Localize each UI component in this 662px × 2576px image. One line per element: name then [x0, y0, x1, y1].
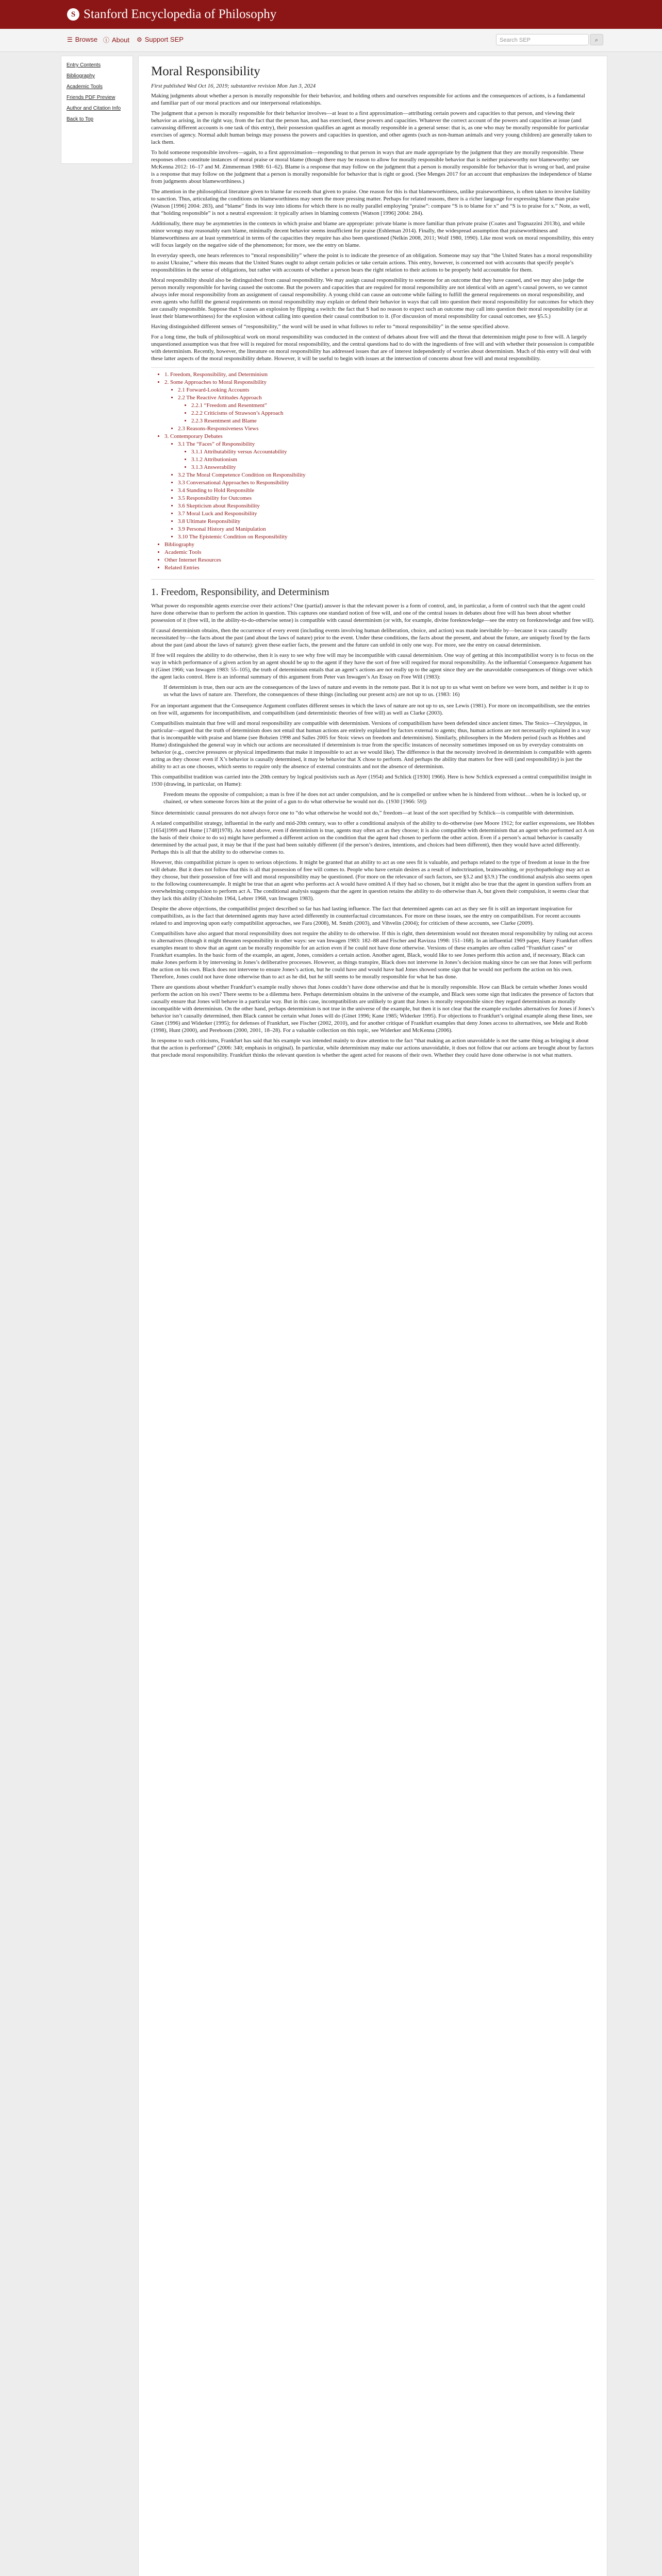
- section-paragraph: If causal determinism obtains, then the occurrence of every event (including events involving human deliberation, choice, and action) was made inevitable by—because it was causally necessitated by—the facts about the past (and about the laws of nature) prior to the event. Under these conditions, the facts about the present, and about the future, are uniquely fixed by the facts about the past (and about the laws of nature): given these earlier facts, the present and the future can unfold in only one way. For more, see the entry on causal determinism.: [151, 628, 590, 648]
- section-paragraph: This compatibilist tradition was carried into the 20th century by logical positivists such as Ayer (1954) and Schlick ([1930] 1966). Here is how Schlick expressed a central compatibilist insight in 1930 (drawing, in particular, on Hume):: [151, 774, 592, 787]
- toc-link[interactable]: 3.1.2 Attributionism: [191, 456, 237, 463]
- toc-link[interactable]: 3.9 Personal History and Manipulation: [178, 526, 266, 532]
- toc-link[interactable]: 3.3 Conversational Approaches to Responsibility: [178, 480, 289, 486]
- toc-link[interactable]: Other Internet Resources: [164, 557, 221, 563]
- toc-item: [191, 464, 594, 471]
- intro-paragraph: In everyday speech, one hears references to “moral responsibility” where the point is to indicate the presence of an obligation. Someone may say that “the United States has a moral responsibility to assist Ukraine,” where this means that the United States ought to adopt certain policies or take certain actions. This entry, however, is concerned not with accounts that specify people’s responsibilities in the sense of obligations, but rather with accounts of whether a person bears the right relation to their actions to be properly held accountable for them.: [151, 252, 592, 273]
- toc-link[interactable]: 1. Freedom, Responsibility, and Determinism: [164, 371, 268, 378]
- intro-paragraph: Making judgments about whether a person is morally responsible for their behavior, and holding others and ourselves responsible for actions and the consequences of actions, is a fundamental and familiar part of our moral practices and our interpersonal relationships.: [151, 93, 585, 106]
- toc-link[interactable]: 3.1 The “Faces” of Responsibility: [178, 441, 255, 447]
- info-icon: ⓘ: [103, 37, 110, 44]
- toc-link[interactable]: 3.5 Responsibility for Outcomes: [178, 495, 252, 501]
- page-title: Moral Responsibility: [151, 64, 260, 78]
- toc-sublist: [172, 386, 594, 433]
- block-quote: If determinism is true, then our acts are the consequences of the laws of nature and events in the remote past. But it is not up to us what went on before we were born, and neither is it up to us what the laws of nature are. Therefore, the consequences of these things (including our present acts) are not up to us. (1983: 16): [163, 684, 589, 698]
- toc-item: [191, 410, 594, 417]
- section-paragraph: Despite the above objections, the compatibilist project described so far has had lasting influence. The fact that determined agents can act as they see fit is still an important inspiration for compatibilists, as is the fact that determined agents may have acted differently in counterfactual circumstances. For more on these issues, see the entry on compatibilism. For recent accounts related to and improving upon early compatibilist approaches, see Fara (2008), M. Smith (2003), and Vihvelin (2004); for criticism of these accounts, see Clarke (2009).: [151, 906, 581, 926]
- sidebar-link-pdf-preview[interactable]: Friends PDF Preview: [67, 95, 115, 100]
- toc-link[interactable]: 3.4 Standing to Hold Responsible: [178, 487, 255, 494]
- sidebar-link-back-to-top[interactable]: Back to Top: [67, 116, 94, 122]
- intro-paragraph: To hold someone responsible involves—again, to a first approximation—responding to that person in ways that are made appropriate by the judgment that they are morally responsible. These responses often constitute instances of moral praise or moral blame (though there may be reason to allow for morally responsible behavior that is neither praiseworthy nor blameworthy: see McKenna 2012: 16–17 and M. Zimmerman 1988: 61–62). Blame is a response that may follow on the judgment that a person is morally responsible for behavior that is wrong or bad, and praise is a response that may follow on the judgment that a person is morally responsible for behavior that is right or good. (See Menges 2017 for an account that emphasizes the independence of blame from judgments about blameworthiness.): [151, 149, 592, 184]
- list-icon: ☰: [67, 36, 73, 43]
- site-header: [0, 0, 662, 29]
- nav-browse[interactable]: [67, 36, 97, 43]
- search-button[interactable]: ⌕: [590, 34, 603, 45]
- toc-item: [178, 510, 594, 518]
- section-paragraph: For an important argument that the Consequence Argument conflates different senses in which the laws of nature are not up to us, see Lewis (1981). For more on incompatibilism, see the entries on free will, arguments for incompatibilism, and compatibilism (and deterministic theories of free will) as well as Clarke (2003).: [151, 703, 590, 716]
- toc-item: [178, 533, 594, 541]
- toc-link[interactable]: 3.6 Skepticism about Responsibility: [178, 503, 260, 509]
- toc-link[interactable]: 2.2.1 “Freedom and Resentment”: [191, 402, 267, 409]
- toc-link[interactable]: 2.2.2 Criticisms of Strawson’s Approach: [191, 410, 284, 416]
- toc-item: [178, 502, 594, 510]
- nav-about[interactable]: [103, 36, 129, 44]
- intro-paragraph: The attention in the philosophical literature given to blame far exceeds that given to praise. One reason for this is that blameworthiness, unlike praiseworthiness, is often taken to involve liability to sanction. Thus, articulating the conditions on blameworthiness may seem the more pressing matter. Perhaps for related reasons, there is a richer language for expressing blame than praise (Watson [1996] 2004: 283), and “blame” finds its way into idioms for which there is no really parallel employing “praise”: compare “S is to blame for x” and “S is to praise for x.” Note, as well, that “holding responsible” is not a neutral expression: it typically arises in blaming contexts (Watson [1996] 2004: 284).: [151, 189, 591, 216]
- sidebar-link-academic-tools[interactable]: Academic Tools: [67, 84, 103, 90]
- section-paragraph: Compatibilists have also argued that moral responsibility does not require the ability to do otherwise. If this is right, then determinism would not threaten moral responsibility by ruling out access to alternatives (though it might threaten responsibility in other ways: see van Inwagen 1983: 182–88 and Fischer and Ravizza 1998: 151–168). In an influential 1969 paper, Harry Frankfurt offers examples meant to show that an agent can be morally responsible for an action even if he could not have done otherwise. Versions of these examples are often called “Frankfurt cases” or Frankfurt examples. In the basic form of the example, an agent, Jones, considers a certain action. Another agent, Black, would like to see Jones perform this action and, if necessary, Black can make Jones perform it by intervening in Jones’s deliberative processes. However, as things transpire, Black does not intervene in Jones’s decision making since he can see that Jones will perform the action on his own. Black does not intervene to ensure Jones’s action, but he could have and would have had Jones showed some sign that he would not perform the action on his own. Therefore, Jones could not have done otherwise than to act as he did, but he still seems to be morally responsible for what he has done.: [151, 930, 593, 980]
- toc-link[interactable]: 2.3 Reasons-Responsiveness Views: [178, 426, 259, 432]
- toc-link[interactable]: 3.1.1 Attributability versus Accountability: [191, 449, 287, 455]
- nav-browse-label: Browse: [75, 36, 98, 43]
- section-paragraph: If free will requires the ability to do otherwise, then it is easy to see why free will may be incompatible with causal determinism. One way of getting at this incompatibilist worry is to focus on the way in which performance of a given action by an agent should be up to the agent if they have the sort of free will required for moral responsibility. As the influential Consequence Argument has it (Ginet 1966; van Inwagen 1983: 55–105), the truth of determinism entails that an agent’s actions are not really up to the agent since they are the unavoidable consequences of things over which the agent lacks control. Here is an informal summary of this argument from Peter van Inwagen’s An Essay on Free Will (1983):: [151, 652, 594, 680]
- nav-about-label: About: [112, 36, 129, 44]
- toc-link[interactable]: 3.1.3 Answerability: [191, 464, 236, 470]
- nav-support-label: Support SEP: [144, 36, 184, 43]
- toc-link[interactable]: 3.8 Ultimate Responsibility: [178, 518, 241, 524]
- toc-item: [178, 495, 594, 502]
- toc-link[interactable]: 2.2 The Reactive Attitudes Approach: [178, 395, 262, 401]
- toc-link[interactable]: Related Entries: [164, 565, 200, 571]
- intro-paragraph: The judgment that a person is morally responsible for their behavior involves—at least to a first approximation—attributing certain powers and capacities to that person, and viewing their behavior as arising, in the right way, from the fact that the person has, and has exercised, these powers and capacities. Whatever the correct account of the powers and capacities at issue (and canvassing different accounts is one task of this entry), their possession qualifies an agent as morally responsible in a general sense: that is, as one who may be morally responsible for particular exercises of agency. Normal adult human beings may possess the powers and capacities in question, and other agents (such as non-human animals and very young children) are generally taken to lack them.: [151, 110, 592, 145]
- intro-paragraph: Additionally, there may be asymmetries in the contexts in which praise and blame are appropriate: private blame is more familiar than private praise (Coates and Tognazzini 2013b), and while minor wrongs may reasonably earn blame, minimally decent behavior seems insufficient for praise (Eshleman 2014). Finally, the widespread assumption that praiseworthiness and blameworthiness are at least symmetrical in terms of the capacities they require has also been questioned (Nelkin 2008, 2011; Wolf 1980, 1990). Like most work on moral responsibility, this entry will focus largely on the negative side of the phenomenon; for more, see the entry on blame.: [151, 221, 594, 248]
- toc-link[interactable]: 3.2 The Moral Competence Condition on Responsibility: [178, 472, 306, 478]
- toc-link[interactable]: 3.10 The Epistemic Condition on Responsibility: [178, 534, 288, 540]
- toc-link[interactable]: Bibliography: [164, 541, 195, 548]
- intro-paragraph: For a long time, the bulk of philosophical work on moral responsibility was conducted in the context of debates about free will and the threat that determinism might pose to free will. A largely unquestioned assumption was that free will is required for moral responsibility, and the central questions had to do with the ingredients of free will and with whether their possession is compatible with determinism. Recently, however, the literature on moral responsibility has addressed issues that are of interest independently of worries about determinism. Much of this entry will deal with these latter aspects of the moral responsibility debate. However, it will be useful to begin with issues at the intersection of concerns about free will and moral responsibility.: [151, 334, 594, 362]
- toc-item: [178, 386, 594, 394]
- block-quote: Freedom means the opposite of compulsion; a man is free if he does not act under compulsion, and he is compelled or unfree when he is hindered from without…when he is locked up, or chained, or when someone forces him at the point of a gun to do what otherwise he would not do. (1930 [1966: 59]): [163, 791, 587, 805]
- section-paragraph: However, this compatibilist picture is open to serious objections. It might be granted that an ability to act as one sees fit is valuable, and perhaps related to the type of freedom at issue in the free will debate. But it does not follow that this is all that possession of free will comes to. People who have certain desires as a result of indoctrination, brainwashing, or psychopathology may act as they choose, but their possession of free will and moral responsibility may be questioned. (For more on the relevance of such factors, see §3.2 and §3.9.) The conditional analysis also seems open to the following counterexample. It might be true that an agent who performs act A would have omitted A if they had so chosen, but it might also be true that the agent in question suffers from an overwhelming compulsion to perform act A. The conditional analysis suggests that the agent in question retains the ability to do otherwise than A, but given their compulsion, it seems clear that they lack this ability (Chisholm 1964, Lehrer 1968, van Inwagen 1983).: [151, 859, 593, 902]
- section-paragraph: Compatibilists maintain that free will and moral responsibility are compatible with determinism. Versions of compatibilism have been defended since ancient times. The Stoics—Chrysippus, in particular—argued that the truth of determinism does not entail that human actions are entirely explained by factors external to agents; thus, human actions are not necessarily explained in a way that is incompatible with praise and blame (see Bobzien 1998 and Salles 2005 for Stoic views on freedom and determinism). Similarly, philosophers in the Modern period (such as Hobbes and Hume) distinguished the general way in which our actions are necessitated if determinism is true from the specific instances of necessity sometimes imposed on us by everyday constraints on behavior (e.g., coercive pressures or physical impediments that make it impossible to act as we would like). The difference is that the necessity involved in determinism is compatible with agents acting as they choose: even if X’s behavior is causally determined, it may be behavior that X chose to perform. And perhaps the ability that matters for free will (and responsibility) is just the ability to act as one chooses, which seems to require only the absence of external constraints and not the absence of determinism.: [151, 720, 592, 770]
- toc-item: [164, 433, 594, 541]
- support-icon: ⚙: [137, 36, 142, 43]
- toc-item: [191, 402, 594, 410]
- toc-item: [178, 526, 594, 533]
- publication-info: First published Wed Oct 16, 2019; substantive revision Mon Jun 3, 2024: [151, 83, 316, 89]
- toc-item: [178, 479, 594, 487]
- toc-item: [178, 394, 594, 425]
- toc-link[interactable]: 2.2.3 Resentment and Blame: [191, 418, 257, 424]
- toc-item: [164, 371, 594, 379]
- toc-link[interactable]: 3. Contemporary Debates: [164, 433, 223, 439]
- toc-link[interactable]: 2. Some Approaches to Moral Responsibility: [164, 379, 267, 385]
- nav-support[interactable]: [137, 36, 184, 43]
- nav-bar: [0, 29, 662, 52]
- toc-item: [178, 425, 594, 433]
- stanford-seal-icon: S: [67, 8, 79, 21]
- intro-paragraph: Moral responsibility should also be distinguished from causal responsibility. We may assign causal responsibility to someone for an outcome that they have caused, and we may also judge the person morally responsible for having caused the outcome. But the powers and capacities that are required for moral responsibility are not identical with an agent’s causal powers, so we cannot always infer moral responsibility from an assignment of causal responsibility. A young child can cause an outcome while failing to fulfill the general requirements on moral responsibility, and even agents who fulfill the general requirements on moral responsibility may explain or defend their behavior in ways that call into question their moral responsibility for outcomes for which they are causally responsible. Suppose that S causes an explosion by flipping a switch: the fact that S had no reason to expect such an outcome may call into question their moral responsibility (or at least their blameworthiness) for the explosion without calling into question their causal contribution to it. (For discussion of moral responsibility for causal outcomes, see §5.5.): [151, 277, 594, 319]
- section-heading: 1. Freedom, Responsibility, and Determinism: [151, 587, 329, 598]
- toc-item: [178, 471, 594, 479]
- sidebar-link-bibliography[interactable]: Bibliography: [67, 73, 95, 79]
- toc-item: [178, 440, 594, 471]
- toc-item: [164, 541, 594, 549]
- section-paragraph: A related compatibilist strategy, influential in the early and mid-20th century, was to offer a conditional analysis of the ability to do-otherwise (see Moore 1912; for earlier expressions, see Hobbes [1654]1999 and Hume [1748]1978). As noted above, even if determinism is true, agents may often act as they choose; it is also compatible with determinism that an agent who performed act A on the basis of their choice to do so) might have performed a different action on the condition that the agent had chosen to perform the other action. Even if a person’s actual behavior is causally determined by the actual past, it may be that if the past had been suitably different (if the person’s desires, intentions, and choices had been different), then they would have acted differently. Perhaps this is all that the ability to do otherwise comes to.: [151, 820, 594, 855]
- site-title[interactable]: Stanford Encyclopedia of Philosophy: [84, 7, 277, 21]
- page-container: [61, 56, 607, 2576]
- toc-item: [191, 417, 594, 425]
- toc-item: [191, 456, 594, 464]
- toc-item: [178, 487, 594, 495]
- search-input[interactable]: Search SEP: [496, 34, 589, 45]
- toc-link[interactable]: 2.1 Forward-Looking Accounts: [178, 387, 250, 393]
- toc-item: [178, 518, 594, 526]
- toc-sublist: [185, 448, 594, 471]
- section-paragraph: Since deterministic causal pressures do not always force one to “do what otherwise he would not do,” freedom—at least of the sort specified by Schlick—is compatible with determinism.: [151, 810, 574, 816]
- toc-sublist: [185, 402, 594, 425]
- sidebar: [61, 56, 133, 164]
- section-paragraph: What power do responsible agents exercise over their actions? One (partial) answer is that the relevant power is a form of control, and, in particular, a form of control such that the agent could have done otherwise than to perform the action in question. This captures one standard notion of free will, and one of the central issues in debates about free will has been about whether possession of it (free will, in the ability-to-do-otherwise sense) is compatible with causal determinism (or with, for example, divine foreknowledge—see the entry on foreknowledge and free will).: [151, 603, 594, 623]
- toc-item: [164, 564, 594, 572]
- section-paragraph: There are questions about whether Frankfurt’s example really shows that Jones couldn’t have done otherwise and that he is morally responsible. How can Black be certain whether Jones would perform the action on his own? There seems to be a dilemma here. Perhaps determinism obtains in the universe of the example, and Black sees some sign that indicates the presence of factors that causally ensure that Jones will behave in a particular way. But in this case, incompatibilists are unlikely to grant that Jones is morally responsible since they regard determinism as morally incompatible with determinism. On the other hand, perhaps determinism is not true in the universe of the example, but then it is not clear that the example excludes alternatives for Jones if Jones’s behavior isn’t causally determined, then Black cannot be certain what Jones will do (Ginet 1996; Kane 1985; Widerker 1995). For objections to Frankfurt’s original example along these lines, see Ginet (1996) and Widerker (1995); for defenses of Frankfurt, see Fischer (2002, 2010), and for another critique of Frankfurt examples that deny Jones access to alternatives, see Mele and Robb (1998), Hunt (2000), and Pereboom (2000, 2001, 18–28). For a valuable collection on this topic, see Widerker and McKenna (2006).: [151, 984, 594, 1033]
- toc-link[interactable]: Academic Tools: [164, 549, 202, 555]
- toc-list: [158, 371, 594, 572]
- table-of-contents: [151, 371, 594, 580]
- section-paragraph: In response to such criticisms, Frankfurt has said that his example was intended mainly to draw attention to the fact “that making an action unavoidable is not the same thing as bringing it about that the action is performed” (2006: 340; emphasis in original). In particular, while determinism may make our actions unavoidable, it does not follow that our actions are brought about by factors that preclude moral responsibility. Frankfurt thinks the relevant question is whether the agent acted for reasons of their own. Whether they could have done otherwise is not what matters.: [151, 1038, 594, 1058]
- intro-paragraph: Having distinguished different senses of “responsibility,” the word will be used in what follows to refer to “moral responsibility” in the sense specified above.: [151, 324, 510, 330]
- site-logo[interactable]: [67, 7, 276, 22]
- toc-item: [164, 379, 594, 433]
- toc-item: [191, 448, 594, 456]
- sidebar-link-citation[interactable]: Author and Citation Info: [67, 106, 121, 111]
- sidebar-link-entry-contents[interactable]: Entry Contents: [67, 62, 101, 68]
- toc-link[interactable]: 3.7 Moral Luck and Responsibility: [178, 511, 257, 517]
- article: [138, 56, 607, 2576]
- preamble: [151, 92, 594, 368]
- toc-item: [164, 549, 594, 556]
- toc-item: [164, 556, 594, 564]
- toc-sublist: [172, 440, 594, 541]
